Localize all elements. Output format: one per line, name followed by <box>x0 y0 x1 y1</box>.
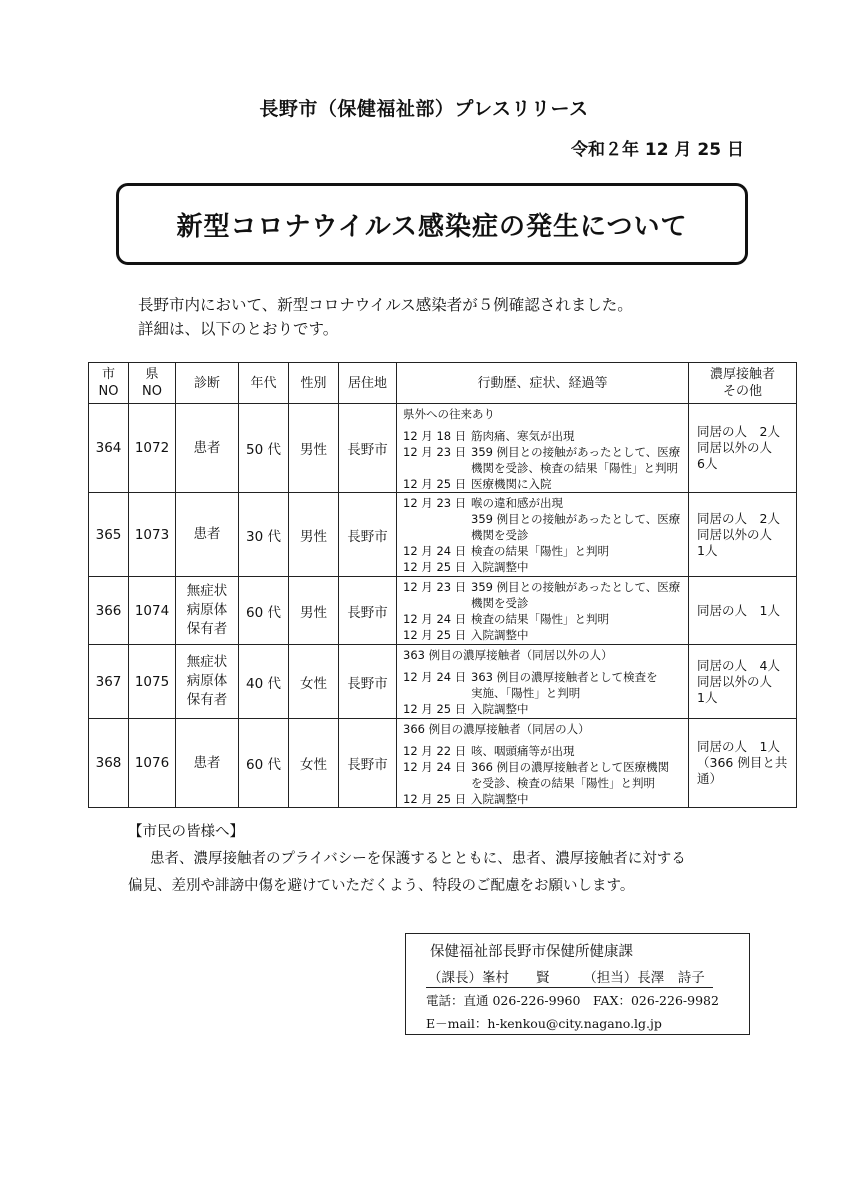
residence-cell: 長野市 <box>339 719 397 808</box>
history-text: 咳、咽頭痛等が出現 <box>471 744 575 758</box>
close-contacts-cell <box>689 493 797 577</box>
age-cell: 60 代 <box>239 577 289 645</box>
close-contacts-cell <box>689 719 797 808</box>
contact-phone: 電話：直通 026-226-9960 FAX：026-226-9982 <box>426 993 719 1008</box>
diagnosis-line: 保有者 <box>186 692 228 708</box>
history-text: 359 例目との接触があったとして、医療 <box>471 512 681 526</box>
history-text: 筋肉痛、寒気が出現 <box>471 429 575 443</box>
diagnosis-line: 保有者 <box>186 621 228 637</box>
city-no-cell: 366 <box>89 577 129 645</box>
diagnosis-cell <box>176 577 239 645</box>
residence-cell: 長野市 <box>339 404 397 493</box>
history-entry <box>403 460 688 476</box>
history-entry <box>403 791 688 807</box>
table-header-row <box>89 363 797 404</box>
residence-cell: 長野市 <box>339 645 397 719</box>
age-cell: 50 代 <box>239 404 289 493</box>
header-close-contacts <box>689 363 797 404</box>
press-release-header: 長野市（保健福祉部）プレスリリース <box>259 98 589 120</box>
close-contacts-line: 6人 <box>697 456 718 471</box>
contact-department: 保健福祉部長野市保健所健康課 <box>430 944 633 960</box>
table-row <box>89 404 797 493</box>
header-pref-no <box>129 363 176 404</box>
diagnosis-line: 患者 <box>193 754 221 771</box>
history-entry <box>403 559 688 575</box>
history-entry <box>403 611 688 627</box>
sex-cell: 女性 <box>289 645 339 719</box>
history-text: 機関を受診 <box>471 596 529 610</box>
header-city-no-line-1: 市 <box>101 367 115 382</box>
history-entry <box>403 775 688 791</box>
close-contacts-line: 1人 <box>697 689 718 705</box>
table-row <box>89 493 797 577</box>
close-contacts-line: 同居以外の人 <box>697 440 773 455</box>
sex-cell: 男性 <box>289 577 339 645</box>
history-entry <box>403 444 688 460</box>
history-text: 機関を受診 <box>471 528 529 542</box>
history-text: 実施、「陽性」と判明 <box>471 686 581 700</box>
citizens-message-line-1: 患者、濃厚接触者のプライバシーを保護するとともに、患者、濃厚接触者に対する <box>150 851 686 867</box>
diagnosis-cell <box>176 645 239 719</box>
history-text: 検査の結果「陽性」と判明 <box>471 612 609 626</box>
close-contacts-cell <box>689 404 797 493</box>
age-cell: 30 代 <box>239 493 289 577</box>
close-contacts-line: 1人 <box>697 542 718 558</box>
history-date: 12 月 24 日 <box>403 670 467 684</box>
history-date: 12 月 25 日 <box>403 792 467 806</box>
header-city-no-line-2: NO <box>98 384 119 399</box>
diagnosis-line: 無症状 <box>186 583 228 599</box>
city-no-cell: 365 <box>89 493 129 577</box>
contact-email: E－mail：h-kenkou@city.nagano.lg.jp <box>426 1016 662 1031</box>
diagnosis-cell <box>176 493 239 577</box>
close-contacts-cell <box>689 577 797 645</box>
main-title-box <box>116 183 748 265</box>
sex-cell: 女性 <box>289 719 339 808</box>
history-text: を受診、検査の結果「陽性」と判明 <box>471 776 655 790</box>
sex-cell: 男性 <box>289 404 339 493</box>
close-contacts-line: （366 例目と共 <box>697 755 788 770</box>
diagnosis-line: 病原体 <box>186 602 228 618</box>
history-text: 359 例目との接触があったとして、医療 <box>471 445 681 459</box>
history-note: 県外への往来あり <box>403 407 495 421</box>
pref-no-cell: 1076 <box>129 719 176 808</box>
contact-staff: （課長）峯村 賢 （担当）長澤 詩子 <box>426 966 713 988</box>
header-pref-no-line-1: 県 <box>145 367 159 382</box>
history-date: 12 月 23 日 <box>403 580 467 594</box>
age-cell: 60 代 <box>239 719 289 808</box>
history-entry <box>403 428 688 444</box>
close-contacts-line: 同居の人 4人 <box>697 657 780 673</box>
header-close-contacts-line-1: 濃厚接触者 <box>709 367 775 382</box>
release-date: 令和２年 12 月 25 日 <box>571 140 744 160</box>
history-text: 359 例目との接触があったとして、医療 <box>471 580 681 594</box>
intro-text <box>138 293 633 341</box>
history-date: 12 月 23 日 <box>403 496 467 510</box>
close-contacts-line: 同居の人 1人 <box>697 739 780 754</box>
history-date: 12 月 25 日 <box>403 477 467 491</box>
history-entry <box>403 701 688 717</box>
city-no-cell: 368 <box>89 719 129 808</box>
citizens-heading: 【市民の皆様へ】 <box>128 824 244 840</box>
residence-cell: 長野市 <box>339 577 397 645</box>
history-entry <box>403 511 688 527</box>
history-entry <box>403 595 688 611</box>
history-text: 検査の結果「陽性」と判明 <box>471 544 609 558</box>
history-text: 入院調整中 <box>471 560 529 574</box>
history-entry <box>403 759 688 775</box>
history-date: 12 月 22 日 <box>403 744 467 758</box>
history-cell <box>397 493 689 577</box>
intro-line-1: 長野市内において、新型コロナウイルス感染者が５例確認されました。 <box>138 296 633 314</box>
pref-no-cell: 1072 <box>129 404 176 493</box>
history-date: 12 月 25 日 <box>403 560 467 574</box>
header-residence: 居住地 <box>339 363 397 404</box>
header-pref-no-line-2: NO <box>142 384 162 399</box>
diagnosis-cell <box>176 404 239 493</box>
history-text: 入院調整中 <box>471 628 529 642</box>
table-row <box>89 645 797 719</box>
history-text: 医療機関に入院 <box>471 477 552 491</box>
history-entry <box>403 685 688 701</box>
history-cell <box>397 645 689 719</box>
history-cell <box>397 719 689 808</box>
city-no-cell: 367 <box>89 645 129 719</box>
table-row <box>89 719 797 808</box>
history-cell <box>397 577 689 645</box>
history-entry <box>403 669 688 685</box>
intro-line-2: 詳細は、以下のとおりです。 <box>138 320 339 338</box>
header-diagnosis: 診断 <box>176 363 239 404</box>
header-sex: 性別 <box>289 363 339 404</box>
diagnosis-line: 病原体 <box>186 673 228 689</box>
close-contacts-line: 同居の人 1人 <box>697 602 780 618</box>
close-contacts-line: 同居の人 2人 <box>697 424 780 439</box>
header-city-no <box>89 363 129 404</box>
close-contacts-cell <box>689 645 797 719</box>
history-date: 12 月 24 日 <box>403 544 467 558</box>
history-note: 363 例目の濃厚接触者（同居以外の人） <box>403 648 613 662</box>
age-cell: 40 代 <box>239 645 289 719</box>
history-note: 366 例目の濃厚接触者（同居の人） <box>403 722 590 736</box>
table-row <box>89 577 797 645</box>
pref-no-cell: 1073 <box>129 493 176 577</box>
history-date: 12 月 18 日 <box>403 429 467 443</box>
history-date: 12 月 23 日 <box>403 445 467 459</box>
history-text: 366 例目の濃厚接触者として医療機関 <box>471 760 670 774</box>
diagnosis-line: 患者 <box>193 526 221 542</box>
history-entry <box>403 495 688 511</box>
history-entry <box>403 627 688 643</box>
history-text: 入院調整中 <box>471 792 529 806</box>
history-date: 12 月 25 日 <box>403 628 467 642</box>
pref-no-cell: 1075 <box>129 645 176 719</box>
history-entry <box>403 543 688 559</box>
close-contacts-line: 同居以外の人 <box>697 526 773 542</box>
pref-no-cell: 1074 <box>129 577 176 645</box>
history-entry <box>403 743 688 759</box>
citizens-message-line-2: 偏見、差別や誹謗中傷を避けていただくよう、特段のご配慮をお願いします。 <box>128 878 635 894</box>
history-date: 12 月 24 日 <box>403 612 467 626</box>
residence-cell: 長野市 <box>339 493 397 577</box>
close-contacts-line: 同居の人 2人 <box>697 510 780 526</box>
history-date: 12 月 25 日 <box>403 702 467 716</box>
sex-cell: 男性 <box>289 493 339 577</box>
close-contacts-line: 通） <box>697 771 723 786</box>
history-text: 機関を受診、検査の結果「陽性」と判明 <box>471 461 678 475</box>
main-title: 新型コロナウイルス感染症の発生について <box>176 211 688 242</box>
history-text: 入院調整中 <box>471 702 529 716</box>
citizens-message <box>128 846 768 900</box>
header-history: 行動歴、症状、経過等 <box>397 363 689 404</box>
history-entry <box>403 579 688 595</box>
history-text: 363 例目の濃厚接触者として検査を <box>471 670 658 684</box>
close-contacts-line: 同居以外の人 <box>697 673 773 689</box>
history-date: 12 月 24 日 <box>403 760 467 774</box>
city-no-cell: 364 <box>89 404 129 493</box>
header-close-contacts-line-2: その他 <box>722 384 762 399</box>
diagnosis-cell <box>176 719 239 808</box>
history-entry <box>403 527 688 543</box>
history-text: 喉の違和感が出現 <box>471 496 563 510</box>
history-entry <box>403 476 688 492</box>
diagnosis-line: 患者 <box>193 439 221 456</box>
header-age: 年代 <box>239 363 289 404</box>
history-cell <box>397 404 689 493</box>
contact-box <box>405 933 750 1035</box>
cases-table <box>88 362 797 808</box>
diagnosis-line: 無症状 <box>186 654 228 670</box>
